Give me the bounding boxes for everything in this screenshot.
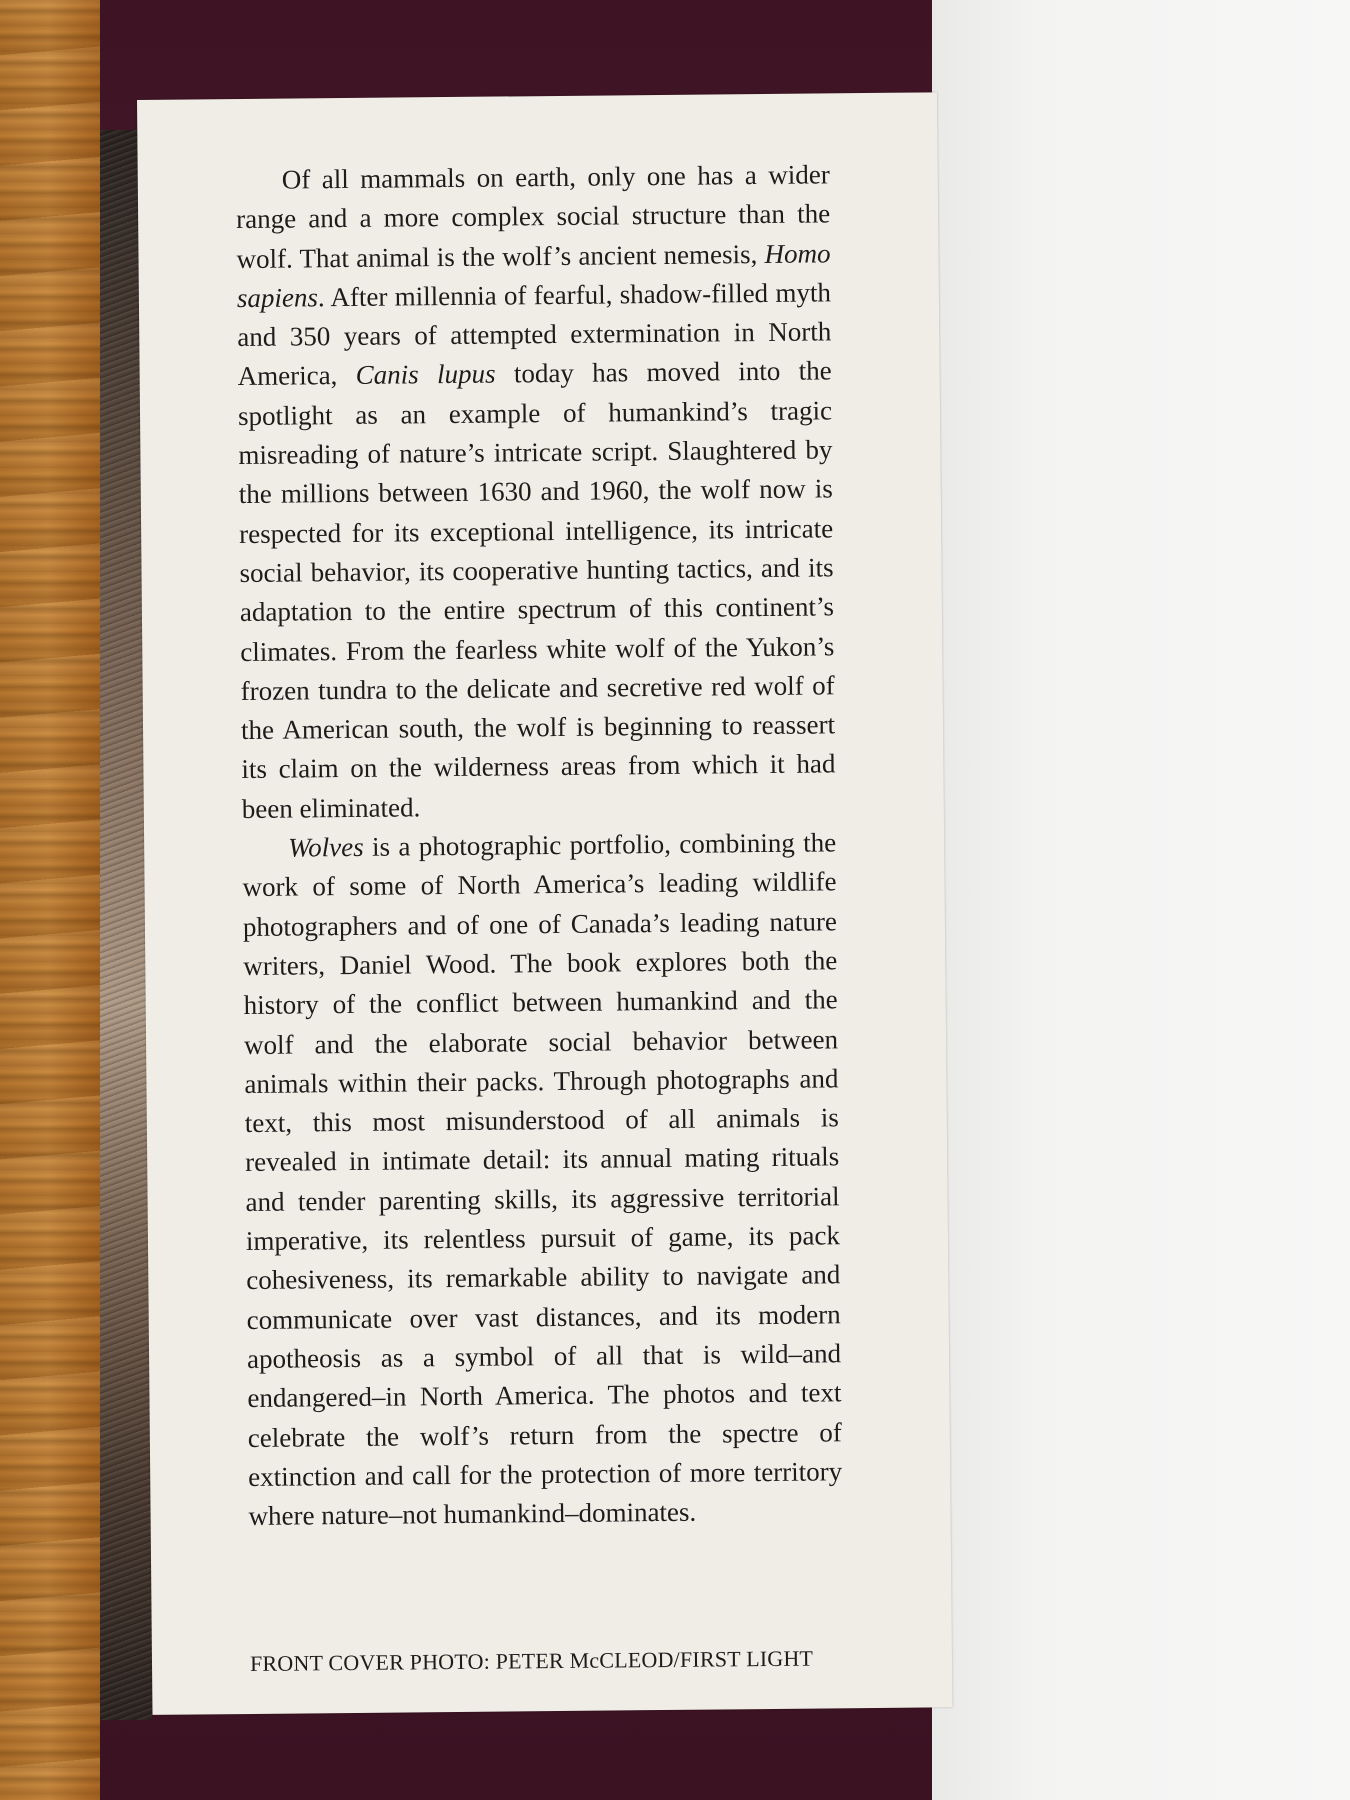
cover-photo-credit: FRONT COVER PHOTO: PETER McCLEOD/FIRST LIGHT — [249, 1645, 814, 1676]
p1-text-b: . After millennia of fearful, shadow-filled myth and 350 years of attempted extermination in North America, — [237, 277, 832, 392]
p2-text: is a photographic portfolio, combining the work of some of North America’s leading wildlife photographers and of one of Canada’s leading nature writers, Daniel Wood. The book explores both the history of the conflict between humankind and the wolf and the elaborate social behavior between animals within their packs. Through photographs and text, this most misunderstood of all animals is revealed in intimate detail: its annual mating rituals and tender parenting skills, its aggressive territorial imperative, its relentless pursuit of game, its pack cohesiveness, its remarkable ability to navigate and communicate over vast distances, and its modern apotheosis as a symbol of all that is wild–and endangered–in North America. The photos and text celebrate the wolf’s return from the spectre of extinction and call for the protection of more territory where nature–not humankind–dominates. — [242, 827, 843, 1532]
blurb-paragraph-2 — [242, 823, 843, 1536]
p1-text-a: Of all mammals on earth, only one has a wider range and a more complex social structure than the wolf. That animal is the wolf’s ancient nemesis, — [236, 159, 831, 274]
p2-italic-wolves: Wolves — [288, 831, 364, 863]
p1-italic-canis-lupus: Canis lupus — [355, 359, 496, 391]
blurb-panel — [137, 92, 952, 1715]
p1-italic-homo-sapiens: Homo sapiens — [236, 237, 831, 313]
blurb-paragraph-1 — [236, 155, 836, 829]
blurb-text — [236, 155, 843, 1536]
white-background — [932, 0, 1350, 1800]
p1-text-c: today has moved into the spotlight as an example of humankind’s tragic misreading of nature’s intricate script. Slaughtered by the millions between 1630 and 1960, the wolf now is respected for its exceptional intelligence, its intricate social behavior, its cooperative hunting tactics, and its adaptation to the entire spectrum of this continent’s climates. From the fearless white wolf of the Yukon’s frozen tundra to the delicate and secretive red wolf of the American south, the wolf is beginning to reassert its claim on the wilderness areas from which it had been eliminated. — [237, 355, 836, 824]
